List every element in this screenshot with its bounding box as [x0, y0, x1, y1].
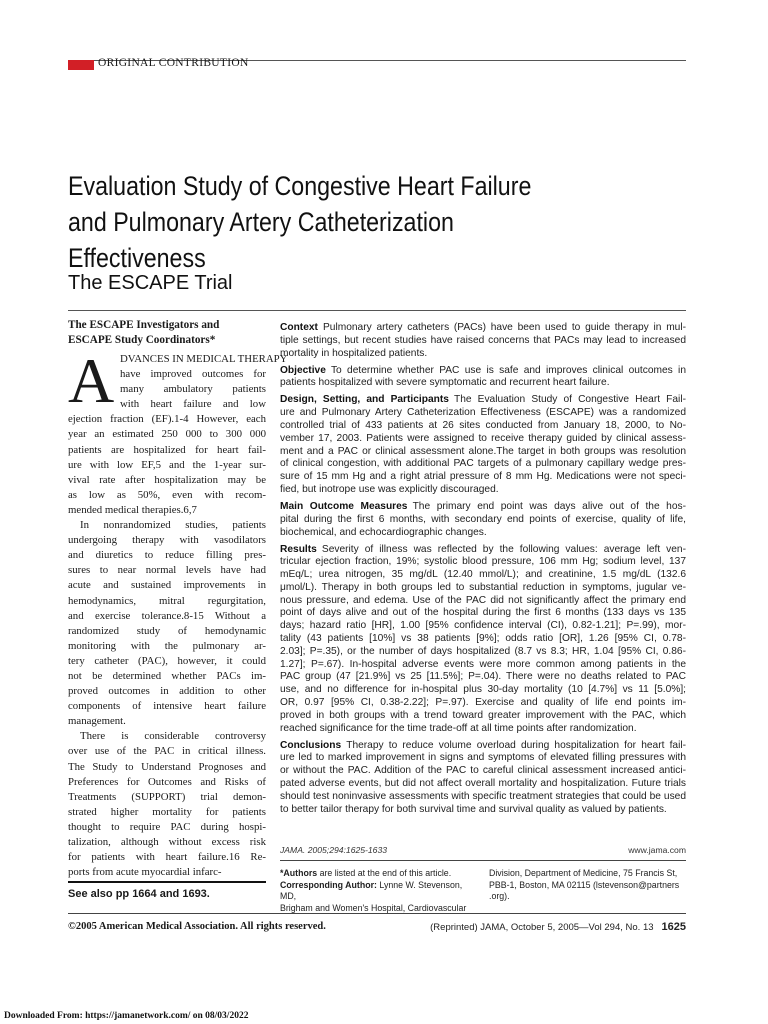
authors-note-label: *Authors — [280, 868, 318, 878]
abstract-line: sure of 15 mm Hg and a right atrial pressure of 8 mm Hg. Medications were not speci- — [280, 471, 686, 483]
body-line: not be determined whether PACs im- — [68, 669, 266, 682]
section-label: ORIGINAL CONTRIBUTION — [98, 57, 249, 69]
abstract-line: ment and a PAC or clinical assessment alone.The target in both groups was resolution — [280, 445, 686, 457]
body-line: year an estimated 250 000 to 300 000 — [68, 428, 266, 441]
body-line: over use of the PAC in critical illness. — [68, 745, 266, 758]
abstract-heading: Main Outcome Measures — [280, 500, 408, 512]
body-text — [68, 352, 288, 880]
abstract-line: controlled trial of 433 patients at 26 sites conducted from January 18, 2000, to No- — [280, 419, 686, 431]
body-line: ejection fraction (EF).1-4 However, each — [68, 413, 266, 426]
see-also: See also pp 1664 and 1693. — [68, 888, 210, 900]
abstract-section — [280, 544, 686, 736]
body-line: proved outcomes in addition to other — [68, 685, 266, 698]
abstract-line: ure led to marked improvement in signs and symptoms of elevated filling pressures with — [280, 752, 686, 764]
abstract-line — [280, 322, 686, 335]
footnote-line: Division, Department of Medicine, 75 Francis St, — [489, 868, 678, 878]
abstract-section — [280, 394, 686, 496]
abstract-line: reached significance for the time trade-off at all time points after randomization. — [280, 722, 637, 734]
abstract-heading: Results — [280, 543, 317, 555]
abstract-line — [280, 740, 686, 753]
body-line: Treatments (SUPPORT) trial demon- — [68, 790, 266, 803]
abstract-text: The Evaluation Study of Congestive Heart Fail- — [453, 394, 686, 406]
body-line: patients are hospitalized for heart fail- — [68, 443, 266, 456]
body-line: and exercise tolerance.8-15 Without a — [68, 609, 266, 622]
abstract-line: proved in both groups with a trend toward greater improvement with the PAC, which — [280, 709, 686, 721]
footnote-line: PBB-1, Boston, MA 02115 (lstevenson@partners — [489, 879, 680, 890]
abstract-line — [280, 365, 686, 378]
body-line: management. — [68, 715, 126, 728]
abstract-text: Therapy to reduce volume overload during hospitalization for heart fail- — [346, 739, 686, 751]
abstract-line: PAC group (47 [21.9%] vs 25 [11.5%]; P=.04). There were no deaths related to PAC — [280, 671, 686, 683]
citation: JAMA. 2005;294:1625-1633 — [280, 845, 388, 855]
abstract-line — [280, 501, 686, 514]
title-line: Evaluation Study of Congestive Heart Failure — [68, 171, 532, 201]
body-line: for patients with heart failure.16 Re- — [68, 851, 266, 864]
abstract-section — [280, 365, 686, 391]
abstract-line: to better tailor therapy for both survival time and survival quality as valued by patients. — [280, 803, 667, 815]
abstract-text: Pulmonary artery catheters (PACs) have been used to guide therapy in mul- — [323, 322, 686, 333]
authors-note-text: are listed at the end of this article. — [319, 868, 452, 878]
footer-rule — [68, 913, 686, 914]
abstract-line: patients hospitalized with severe symptomatic and recurrent heart failure. — [280, 377, 610, 389]
authors-line: The ESCAPE Investigators and — [68, 319, 220, 331]
abstract-heading: Design, Setting, and Participants — [280, 394, 449, 406]
abstract — [280, 322, 686, 821]
body-line: and diuretics to reduce filling pres- — [68, 549, 266, 562]
abstract-line: should test noninvasive assessments with specific treatment strategies that could be used — [280, 790, 686, 802]
abstract-heading: Objective — [280, 364, 326, 376]
journal-issue: (Reprinted) JAMA, October 5, 2005—Vol 294, No. 13 — [430, 922, 654, 933]
abstract-line: days; hazard ratio [HR], 1.00 [95% confidence interval (CI), 0.82-1.21]; P=.99), mor- — [280, 620, 686, 632]
title-line: and Pulmonary Artery Catheterization — [68, 207, 454, 237]
page-number: 1625 — [661, 921, 686, 933]
see-also-rule — [68, 881, 266, 883]
abstract-line: tality (43 patients [10%] vs 38 patients [9%]; odds ratio [OR], 1.26 [95% CI, 0.78- — [280, 633, 686, 645]
abstract-line: fied, but inotrope use was explicitly discouraged. — [280, 483, 499, 495]
abstract-line: ure and Pulmonary Artery Catheterization Effectiveness (ESCAPE) was a randomized — [280, 407, 686, 419]
abstract-section — [280, 501, 686, 539]
footnote-left — [280, 868, 480, 914]
download-notice: Downloaded From: https://jamanetwork.com/ on 08/03/2022 — [4, 1011, 249, 1021]
body-line: as low as 50%, even with recom- — [68, 488, 266, 501]
abstract-line: tiple settings, but recent studies have raised concerns that PACs may lead to increased — [280, 334, 686, 346]
abstract-line: vember 17, 2003. Patients were assigned to receive therapy guided by clinical assess- — [280, 432, 686, 444]
abstract-line: or without the PAC. Addition of the PAC to careful clinical assessment increased antici- — [280, 765, 686, 777]
website-link[interactable]: www.jama.com — [628, 845, 686, 855]
abstract-heading: Context — [280, 322, 318, 333]
abstract-line: μmol/L). Therapy in both groups led to substantial reduction in symptoms, jugular ve- — [280, 581, 686, 593]
title-line: Effectiveness — [68, 243, 206, 273]
abstract-text: The primary end point was days alive out of the hos- — [412, 500, 686, 512]
abstract-line: pated adverse events, but did not affect overall mortality and hospitalization. Future trials — [280, 778, 686, 790]
abstract-line: of clinical congestion, with additional PAC targets of a pulmonary capillary wedge pres- — [280, 458, 686, 470]
body-line: components of intensive heart failure — [68, 700, 266, 713]
abstract-text: Severity of illness was reflected by the following values: average left ven- — [321, 543, 686, 555]
body-line: In nonrandomized studies, patients — [80, 519, 266, 532]
body-line: ports from acute myocardial infarc- — [68, 866, 222, 879]
footnote-line: .org). — [489, 891, 510, 901]
footnote-right — [489, 868, 689, 903]
abstract-line: OR, 0.97 [95% CI, 0.38-2.22]; P=.97). Exercise and quality of life end points im- — [280, 697, 686, 709]
body-line: tery catheter (PAC), however, it could — [68, 654, 266, 667]
body-line: vival rate after hospitalization may be — [68, 473, 266, 486]
abstract-heading: Conclusions — [280, 739, 342, 751]
corresponding-author-label: Corresponding Author: — [280, 879, 377, 890]
article-subtitle: The ESCAPE Trial — [68, 272, 233, 294]
abstract-line — [280, 394, 686, 407]
body-line: Preferences for Outcomes and Risks of — [68, 775, 266, 788]
abstract-line: biochemical, and echocardiographic changes. — [280, 526, 487, 538]
body-line: thought to require PAC during hospi- — [68, 820, 266, 833]
abstract-line — [280, 544, 686, 557]
abstract-line: mortality in hospitalized patients. — [280, 347, 428, 359]
abstract-line: 1.27]; P=.67). In-hospital adverse events were more common among patients in the — [280, 658, 686, 670]
abstract-line: mEq/L; urea nitrogen, 35 mg/dL (12.40 mmol/L); and creatinine, 1.5 mg/dL (132.6 — [280, 569, 686, 581]
abstract-line: point of days alive and out of the hospital during the first 6 months (133 days vs 135 — [280, 607, 686, 619]
corresponding-author-text: Lynne W. Stevenson, MD, — [280, 879, 463, 901]
authors-block — [68, 318, 268, 348]
abstract-line: pital during the first 6 months, with secondary end points of exercise, quality of life, — [280, 513, 686, 525]
body-line: strated higher mortality for patients — [68, 805, 266, 818]
body-line: monitoring with the pulmonary ar- — [68, 639, 266, 652]
body-line: DVANCES IN MEDICAL THERAPY — [120, 353, 288, 365]
body-line: sures to near normal levels have had — [68, 564, 266, 577]
article-title — [68, 168, 601, 276]
body-line: ure with low EF,5 and the 1-year sur- — [68, 458, 266, 471]
drop-cap: A — [68, 345, 115, 416]
body-line: acute and sustained improvements in — [68, 579, 266, 592]
authors-line: ESCAPE Study Coordinators* — [68, 334, 216, 346]
body-line: have improved outcomes for — [120, 368, 266, 381]
body-line: many ambulatory patients — [120, 383, 266, 396]
copyright: ©2005 American Medical Association. All rights reserved. — [68, 921, 326, 932]
page-info — [430, 921, 686, 933]
body-line: There is considerable controversy — [80, 730, 266, 743]
body-line: hemodynamics, mitral regurgitation, — [68, 594, 266, 607]
body-line: mended medical therapies.6,7 — [68, 503, 197, 516]
abstract-line: 2.03]; P=.35), or the number of days hospitalized (8.7 vs 8.3; HR, 1.04 [95% CI, 0.86- — [280, 645, 686, 657]
body-line: randomized study of hemodynamic — [68, 624, 266, 637]
title-rule — [68, 310, 686, 311]
abstract-line: tricular ejection fraction, 19%; systolic blood pressure, 106 mm Hg; sodium level, 137 — [280, 556, 686, 568]
abstract-line: use, and no difference for in-hospital plus 30-day mortality (10 [4.7%] vs 11 [5.0%]; — [280, 684, 686, 696]
abstract-text: To determine whether PAC use is safe and improves clinical outcomes in — [330, 364, 686, 376]
section-marker — [68, 60, 94, 70]
body-line: undergoing therapy with vasodilators — [68, 534, 266, 547]
abstract-line: nous pressure, and edema. Use of the PAC did not significantly affect the primary end — [280, 594, 686, 606]
body-line: talization, although without excess risk — [68, 836, 266, 848]
body-line: The Study to Understand Prognoses and — [68, 760, 266, 773]
abstract-rule — [280, 860, 686, 861]
body-line: with heart failure and low — [120, 398, 266, 411]
abstract-section — [280, 322, 686, 360]
corresponding-author-text: Brigham and Women's Hospital, Cardiovascular — [280, 902, 467, 913]
abstract-section — [280, 740, 686, 817]
